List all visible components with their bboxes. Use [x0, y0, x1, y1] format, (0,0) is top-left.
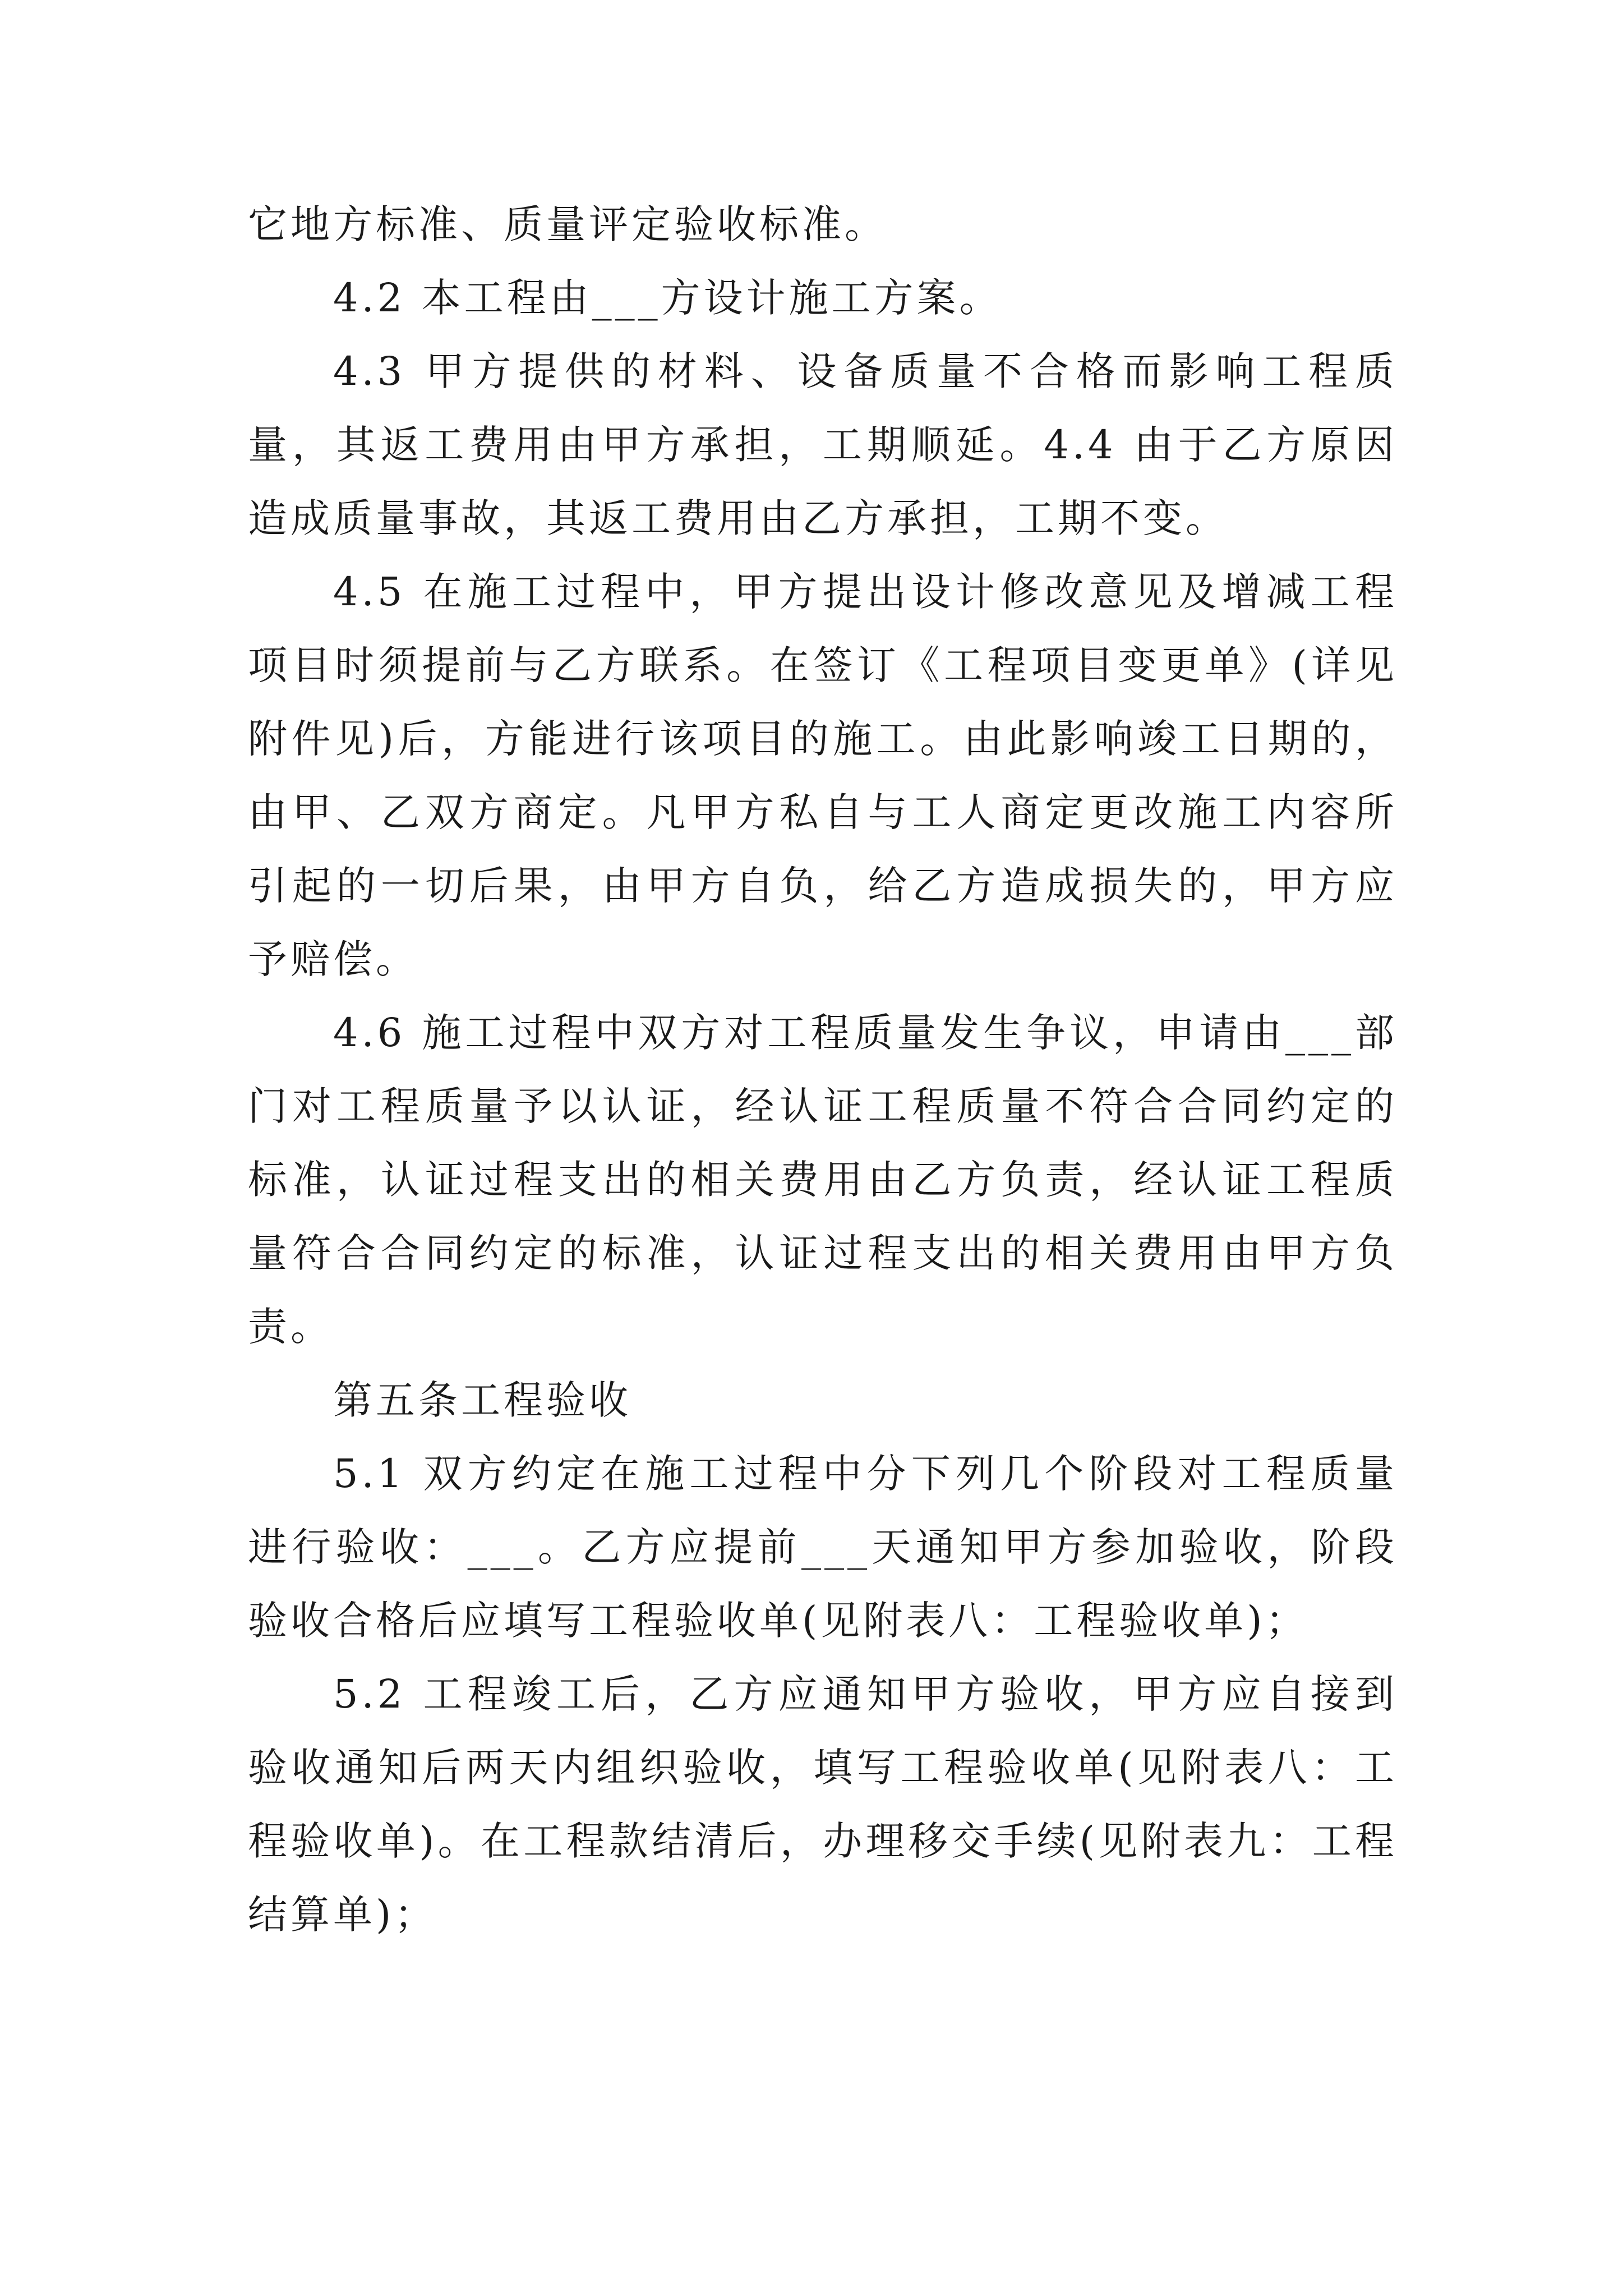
- clause-4-2: 4.2 本工程由___方设计施工方案。: [333, 275, 1002, 321]
- document-body: [248, 188, 1398, 1952]
- paragraph-continued: 它地方标准、质量评定验收标准。: [248, 201, 887, 247]
- clause-4-5: 4.5 在施工过程中，甲方提出设计修改意见及增减工程项目时须提前与乙方联系。在签订《工程项目变更单》(详见附件见)后，方能进行该项目的施工。由此影响竣工日期的，由甲、乙双方商定。凡甲方私自与工人商定更改施工内容所引起的一切后果，由甲方自负，给乙方造成损失的，甲方应予赔偿。: [248, 569, 1398, 982]
- clause-4-3-4-4: 4.3 甲方提供的材料、设备质量不合格而影响工程质量，其返工费用由甲方承担，工期顺延。4.4 由于乙方原因造成质量事故，其返工费用由乙方承担，工期不变。: [248, 348, 1398, 541]
- clause-5-1: 5.1 双方约定在施工过程中分下列几个阶段对工程质量进行验收：___。乙方应提前___天通知甲方参加验收，阶段验收合格后应填写工程验收单(见附表八：工程验收单)；: [248, 1451, 1398, 1644]
- clause-4-6: 4.6 施工过程中双方对工程质量发生争议，申请由___部门对工程质量予以认证，经认证工程质量不符合合同约定的标准，认证过程支出的相关费用由乙方负责，经认证工程质量符合合同约定的标准，认证过程支出的相关费用由甲方负责。: [248, 1010, 1398, 1350]
- article-5-heading: 第五条工程验收: [333, 1377, 631, 1423]
- clause-5-2: 5.2 工程竣工后，乙方应通知甲方验收，甲方应自接到验收通知后两天内组织验收，填写工程验收单(见附表八：工程验收单)。在工程款结清后，办理移交手续(见附表九：工程结算单)；: [248, 1671, 1398, 1938]
